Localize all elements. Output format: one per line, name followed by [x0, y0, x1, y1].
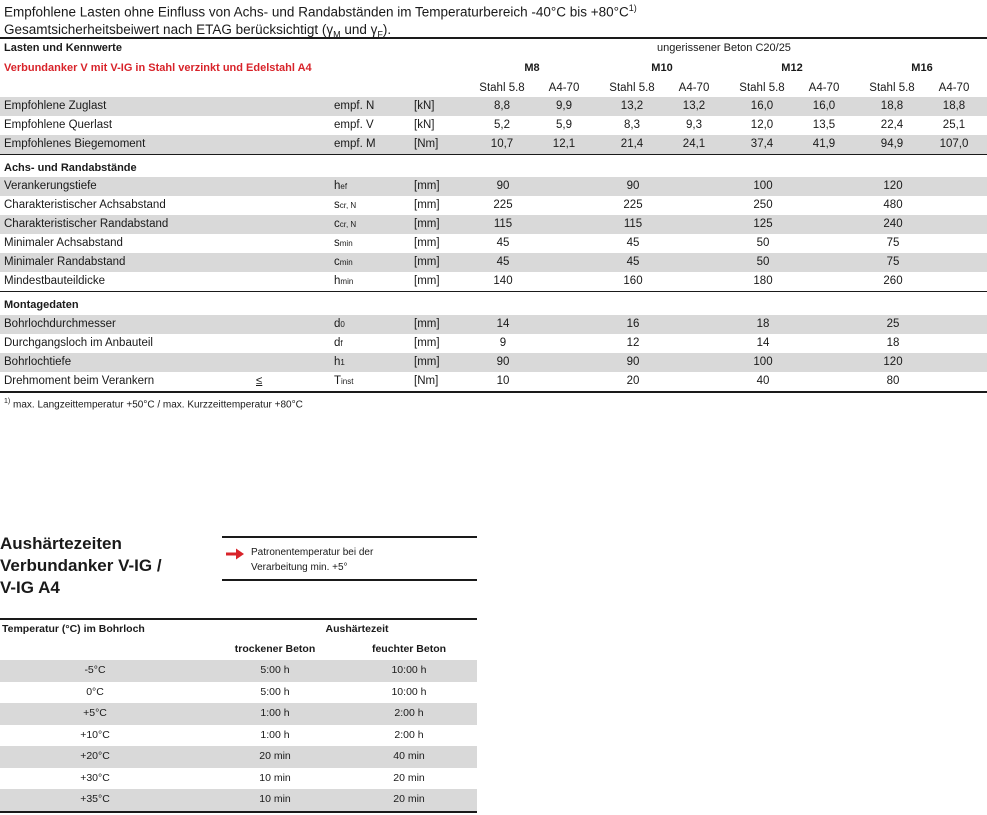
- row-value: 45: [496, 256, 510, 268]
- row-value: 12: [626, 337, 640, 349]
- row-value: 107,0: [939, 138, 969, 150]
- cartridge-note: [222, 536, 477, 581]
- symbol-sub: f: [340, 339, 343, 348]
- section-title: Achs- und Randabstände: [4, 162, 137, 174]
- curing-table: [0, 618, 477, 813]
- row-value: 240: [883, 218, 903, 230]
- row-value: 120: [883, 356, 903, 368]
- intro-line-2: Gesamtsicherheitsbeiwert nach ETAG berücksichtigt ($\gamma_M$ und $\gamma_F$).: [4, 21, 392, 40]
- mounting-rows: [0, 315, 987, 391]
- row-symbol: [334, 177, 347, 196]
- row-label: Verankerungstiefe: [4, 180, 97, 192]
- row-unit: [mm]: [414, 318, 440, 330]
- row-value: 18,8: [880, 100, 904, 112]
- symbol-main: d: [334, 318, 341, 330]
- symbol-main: h: [334, 356, 341, 368]
- row-value: 480: [883, 199, 903, 211]
- symbol-main: s: [334, 237, 340, 249]
- cure-temp: -5°C: [84, 664, 106, 676]
- row-value: 50: [756, 237, 770, 249]
- row-value: 120: [883, 180, 903, 192]
- row-value: 21,4: [620, 138, 644, 150]
- cure-wet: 40 min: [393, 750, 425, 762]
- row-value: 25,1: [942, 119, 966, 131]
- cure-dry: 10 min: [259, 793, 291, 805]
- material-label: Stahl 5.8: [479, 82, 525, 94]
- row-unit: [mm]: [414, 180, 440, 192]
- row-value: 18: [886, 337, 900, 349]
- row-value: 37,4: [750, 138, 774, 150]
- cure-wet: 10:00 h: [391, 664, 427, 676]
- section-mounting-title: [0, 291, 987, 315]
- symbol-main: d: [334, 337, 341, 349]
- row-value: 115: [623, 218, 643, 230]
- table-row: [0, 353, 987, 372]
- material-label: A4-70: [678, 82, 710, 94]
- row-value: 9,9: [556, 100, 572, 112]
- load-table: [0, 37, 987, 393]
- cure-wet: 10:00 h: [391, 685, 427, 698]
- row-symbol: [334, 234, 353, 253]
- row-label: Charakteristischer Randabstand: [4, 218, 169, 230]
- table-row: [0, 116, 987, 135]
- table-row: [0, 177, 987, 196]
- row-value: 5,2: [494, 119, 510, 131]
- row-unit: [kN]: [414, 100, 435, 112]
- row-value: 115: [493, 218, 513, 230]
- row-value: 8,8: [494, 100, 510, 112]
- row-value: 90: [496, 356, 510, 368]
- row-label: Minimaler Randabstand: [4, 256, 126, 268]
- symbol-main: s: [334, 199, 340, 211]
- header-right: ungerissener Beton C20/25: [657, 42, 791, 54]
- cure-wet: 20 min: [393, 793, 425, 805]
- table-row: [0, 315, 987, 334]
- row-symbol: empf. M: [334, 138, 376, 150]
- cure-row: [0, 682, 477, 704]
- row-value: 10: [496, 375, 510, 387]
- cure-row: [0, 789, 477, 811]
- cure-row: [0, 746, 477, 768]
- row-value: 12,1: [552, 138, 576, 150]
- material-label: A4-70: [548, 82, 580, 94]
- row-unit: [mm]: [414, 337, 440, 349]
- row-value: 90: [626, 180, 640, 192]
- row-value: 75: [886, 256, 900, 268]
- row-value: 5,9: [556, 119, 572, 131]
- row-symbol: [334, 334, 343, 353]
- size-m8: M8: [524, 62, 540, 74]
- row-value: 40: [756, 375, 770, 387]
- arrow-right-icon: [225, 547, 245, 561]
- cure-header-row: [0, 620, 477, 639]
- col-temp: Temperatur (°C) im Bohrloch: [2, 623, 145, 635]
- row-value: 13,5: [812, 119, 836, 131]
- size-m10: M10: [651, 62, 673, 74]
- row-value: 140: [493, 275, 513, 287]
- row-value: 160: [623, 275, 643, 287]
- row-unit: [mm]: [414, 275, 440, 287]
- intro-line-1: Empfohlene Lasten ohne Einfluss von Achs- und Randabständen im Temperaturbereich -40°C bis $+80^\circ C^{1)}$: [4, 3, 637, 20]
- row-prefix: ≤: [256, 375, 263, 387]
- table-row: [0, 253, 987, 272]
- row-label: Durchgangsloch im Anbauteil: [4, 337, 153, 349]
- row-symbol: [334, 253, 353, 272]
- row-value: 260: [883, 275, 903, 287]
- material-label: A4-70: [808, 82, 840, 94]
- material-label: Stahl 5.8: [609, 82, 655, 94]
- row-value: 45: [496, 237, 510, 249]
- row-symbol: [334, 372, 353, 391]
- col-wet: feuchter Beton: [371, 643, 447, 655]
- row-value: 22,4: [880, 119, 904, 131]
- row-label: Minimaler Achsabstand: [4, 237, 123, 249]
- row-value: 10,7: [490, 138, 514, 150]
- table-row: [0, 334, 987, 353]
- row-value: 13,2: [620, 100, 644, 112]
- row-value: 14: [496, 318, 510, 330]
- material-label: A4-70: [938, 82, 970, 94]
- row-label: Drehmoment beim Verankern: [4, 375, 155, 387]
- cure-temp: +10°C: [80, 728, 110, 741]
- cure-temp: +30°C: [80, 771, 110, 784]
- row-unit: [mm]: [414, 356, 440, 368]
- row-label: Bohrlochtiefe: [4, 356, 72, 368]
- row-value: 41,9: [812, 138, 836, 150]
- cure-dry: 20 min: [259, 750, 291, 762]
- material-label: Stahl 5.8: [739, 82, 785, 94]
- row-unit: [Nm]: [414, 375, 439, 387]
- row-value: 8,3: [624, 119, 640, 131]
- symbol-sub: cr, N: [339, 220, 357, 229]
- row-unit: [mm]: [414, 256, 440, 268]
- row-value: 80: [886, 375, 900, 387]
- cure-temp: +5°C: [83, 707, 107, 719]
- symbol-sub: min: [339, 239, 353, 248]
- row-unit: [mm]: [414, 199, 440, 211]
- symbol-sub: min: [340, 277, 354, 286]
- table-row: [0, 196, 987, 215]
- row-value: 225: [493, 199, 513, 211]
- row-symbol: [334, 315, 345, 334]
- cure-row: [0, 768, 477, 790]
- symbol-sub: 1: [340, 358, 345, 367]
- section-title: Montagedaten: [4, 299, 79, 311]
- cure-row: [0, 660, 477, 682]
- note-text: Patronentemperatur bei der Verarbeitung min. +5°: [251, 547, 374, 573]
- product-name: Verbundanker V mit V-IG in Stahl verzinkt und Edelstahl A4: [4, 62, 312, 74]
- symbol-sub: inst: [341, 377, 354, 386]
- row-value: 9,3: [686, 119, 702, 131]
- row-value: 90: [496, 180, 510, 192]
- row-label: Empfohlene Querlast: [4, 119, 113, 131]
- row-value: 45: [626, 237, 640, 249]
- cure-wet: 2:00 h: [394, 728, 424, 741]
- table-row: [0, 272, 987, 291]
- cure-dry: 1:00 h: [260, 728, 290, 741]
- symbol-main: T: [334, 375, 342, 387]
- row-symbol: [334, 272, 353, 291]
- cure-subheader-row: [0, 639, 477, 660]
- cure-dry: 10 min: [259, 771, 291, 784]
- table-row: [0, 234, 987, 253]
- row-value: 90: [626, 356, 640, 368]
- row-value: 125: [753, 218, 773, 230]
- cure-dry: 5:00 h: [260, 664, 290, 676]
- table-row: [0, 97, 987, 116]
- row-value: 180: [753, 275, 773, 287]
- cure-wet: 20 min: [393, 771, 425, 784]
- cure-temp: +35°C: [80, 793, 110, 805]
- col-dry: trockener Beton: [234, 643, 316, 655]
- cure-row: [0, 725, 477, 747]
- symbol-main: h: [334, 180, 341, 192]
- row-label: Mindestbauteildicke: [4, 275, 106, 287]
- size-m16: M16: [911, 62, 933, 74]
- table-row: [0, 215, 987, 234]
- row-symbol: empf. N: [334, 100, 375, 112]
- table-row: [0, 372, 987, 391]
- row-value: 16,0: [812, 100, 836, 112]
- row-value: 20: [626, 375, 640, 387]
- header-left: Lasten und Kennwerte: [4, 42, 122, 54]
- cure-temp: 0°C: [86, 685, 104, 698]
- row-value: 25: [886, 318, 900, 330]
- row-value: 24,1: [682, 138, 706, 150]
- row-label: Empfohlene Zuglast: [4, 100, 107, 112]
- row-label: Bohrlochdurchmesser: [4, 318, 116, 330]
- row-value: 75: [886, 237, 900, 249]
- row-unit: [mm]: [414, 218, 440, 230]
- symbol-main: c: [334, 256, 340, 268]
- size-m12: M12: [781, 62, 803, 74]
- cure-dry: 5:00 h: [260, 685, 290, 698]
- row-value: 14: [756, 337, 770, 349]
- row-value: 50: [756, 256, 770, 268]
- material-row: [0, 79, 987, 97]
- row-value: 45: [626, 256, 640, 268]
- row-value: 250: [753, 199, 773, 211]
- symbol-sub: ef: [340, 182, 348, 191]
- table-row: [0, 135, 987, 154]
- spacing-rows: [0, 177, 987, 291]
- cure-rows: [0, 660, 477, 811]
- row-unit: [mm]: [414, 237, 440, 249]
- symbol-sub: 0: [340, 320, 345, 329]
- row-value: 16,0: [750, 100, 774, 112]
- cure-dry: 1:00 h: [260, 707, 290, 719]
- row-value: 225: [623, 199, 643, 211]
- symbol-sub: cr, N: [339, 201, 357, 210]
- row-value: 100: [753, 180, 773, 192]
- row-unit: [Nm]: [414, 138, 439, 150]
- row-label: Charakteristischer Achsabstand: [4, 199, 166, 211]
- symbol-sub: min: [339, 258, 353, 267]
- row-symbol: [334, 196, 356, 215]
- col-group: Aushärtezeit: [325, 623, 389, 635]
- size-row: [0, 57, 987, 79]
- row-value: 13,2: [682, 100, 706, 112]
- symbol-main: c: [334, 218, 340, 230]
- row-value: 100: [753, 356, 773, 368]
- cure-temp: +20°C: [80, 750, 110, 762]
- table-header-row: [0, 39, 987, 57]
- section-spacing-title: [0, 154, 987, 177]
- symbol-main: h: [334, 275, 341, 287]
- row-value: 18,8: [942, 100, 966, 112]
- load-rows: [0, 97, 987, 154]
- footnote: $^{1)}$ max. Langzeittemperatur +50°C / max. Kurzzeittemperatur +80°C: [4, 398, 303, 411]
- cure-row: [0, 703, 477, 725]
- cure-section-title: Aushärtezeiten Verbundanker V-IG / V-IG A4: [0, 534, 162, 597]
- row-label: Empfohlenes Biegemoment: [4, 138, 146, 150]
- row-value: 16: [626, 318, 640, 330]
- row-unit: [kN]: [414, 119, 435, 131]
- row-value: 12,0: [750, 119, 774, 131]
- row-symbol: [334, 353, 345, 372]
- row-value: 94,9: [880, 138, 904, 150]
- row-symbol: [334, 215, 356, 234]
- row-value: 9: [499, 337, 507, 349]
- row-symbol: empf. V: [334, 119, 374, 131]
- cure-wet: 2:00 h: [394, 707, 424, 719]
- material-label: Stahl 5.8: [869, 82, 915, 94]
- row-value: 18: [756, 318, 770, 330]
